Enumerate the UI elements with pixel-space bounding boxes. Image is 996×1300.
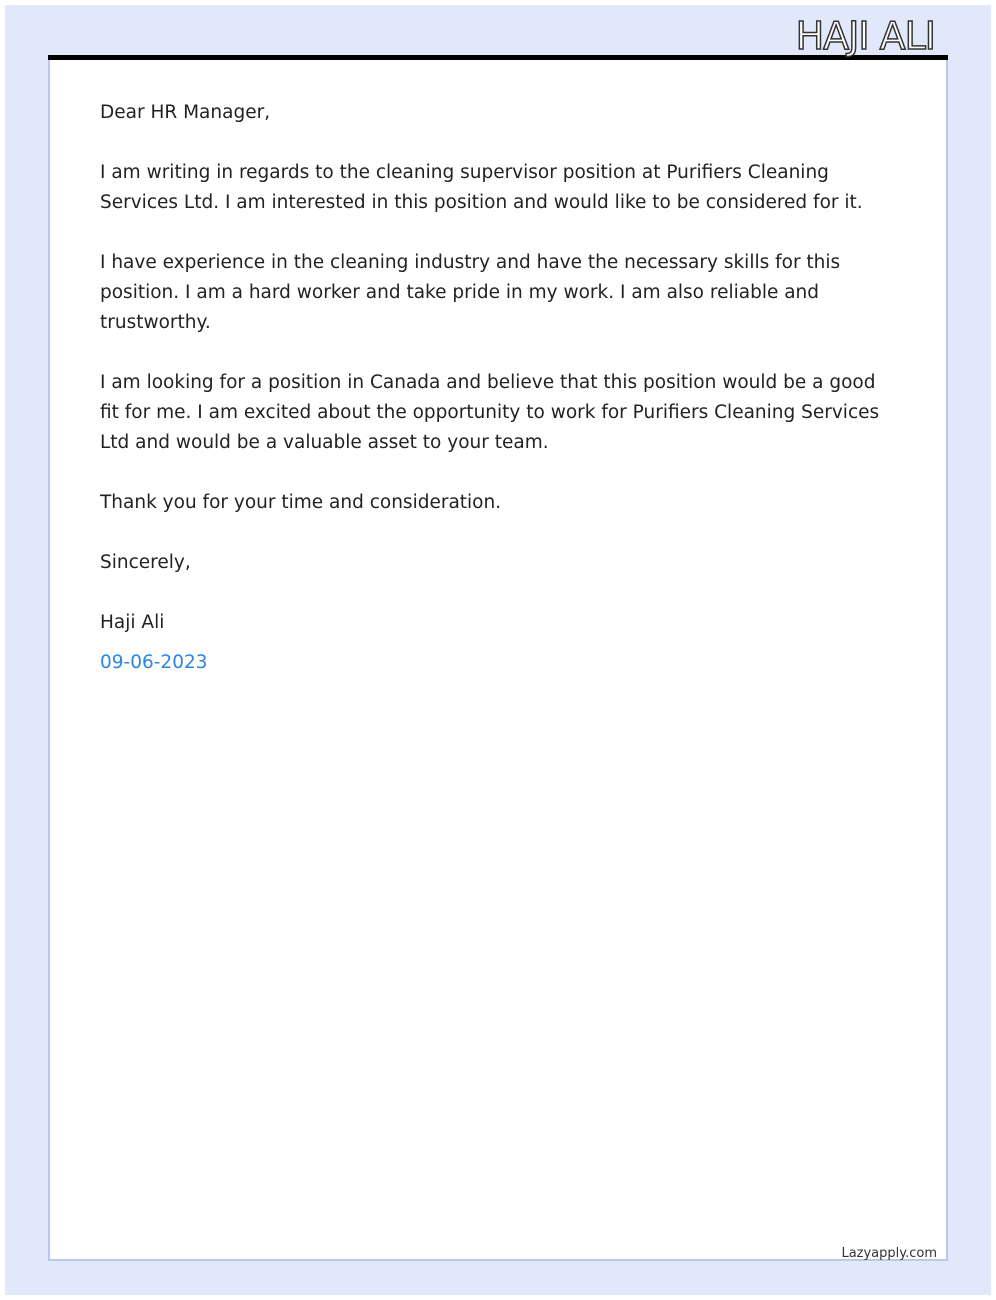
paragraph-2: I have experience in the cleaning industry and have the necessary skills for this position. I am a hard worker and take pride in my work. I am also reliable and trustworthy. [100,252,841,333]
header-name: HAJI ALI [795,14,935,58]
letter-date: 09-06-2023 [100,652,208,673]
paragraph-3: I am looking for a position in Canada and believe that this position would be a good fit for me. I am excited about the opportunity to work for Purifiers Cleaning Services Ltd and would be a valuable asset to your team. [100,372,880,453]
salutation: Dear HR Manager, [100,102,271,123]
letter-body [100,98,900,678]
closing: Sincerely, [100,552,191,573]
signature: Haji Ali [100,612,165,633]
paragraph-1: I am writing in regards to the cleaning supervisor position at Purifiers Cleaning Services Ltd. I am interested in this position and would like to be considered for it. [100,162,863,213]
footer-site-link[interactable]: Lazyapply.com [841,1246,937,1261]
paragraph-4: Thank you for your time and consideration. [100,492,502,513]
